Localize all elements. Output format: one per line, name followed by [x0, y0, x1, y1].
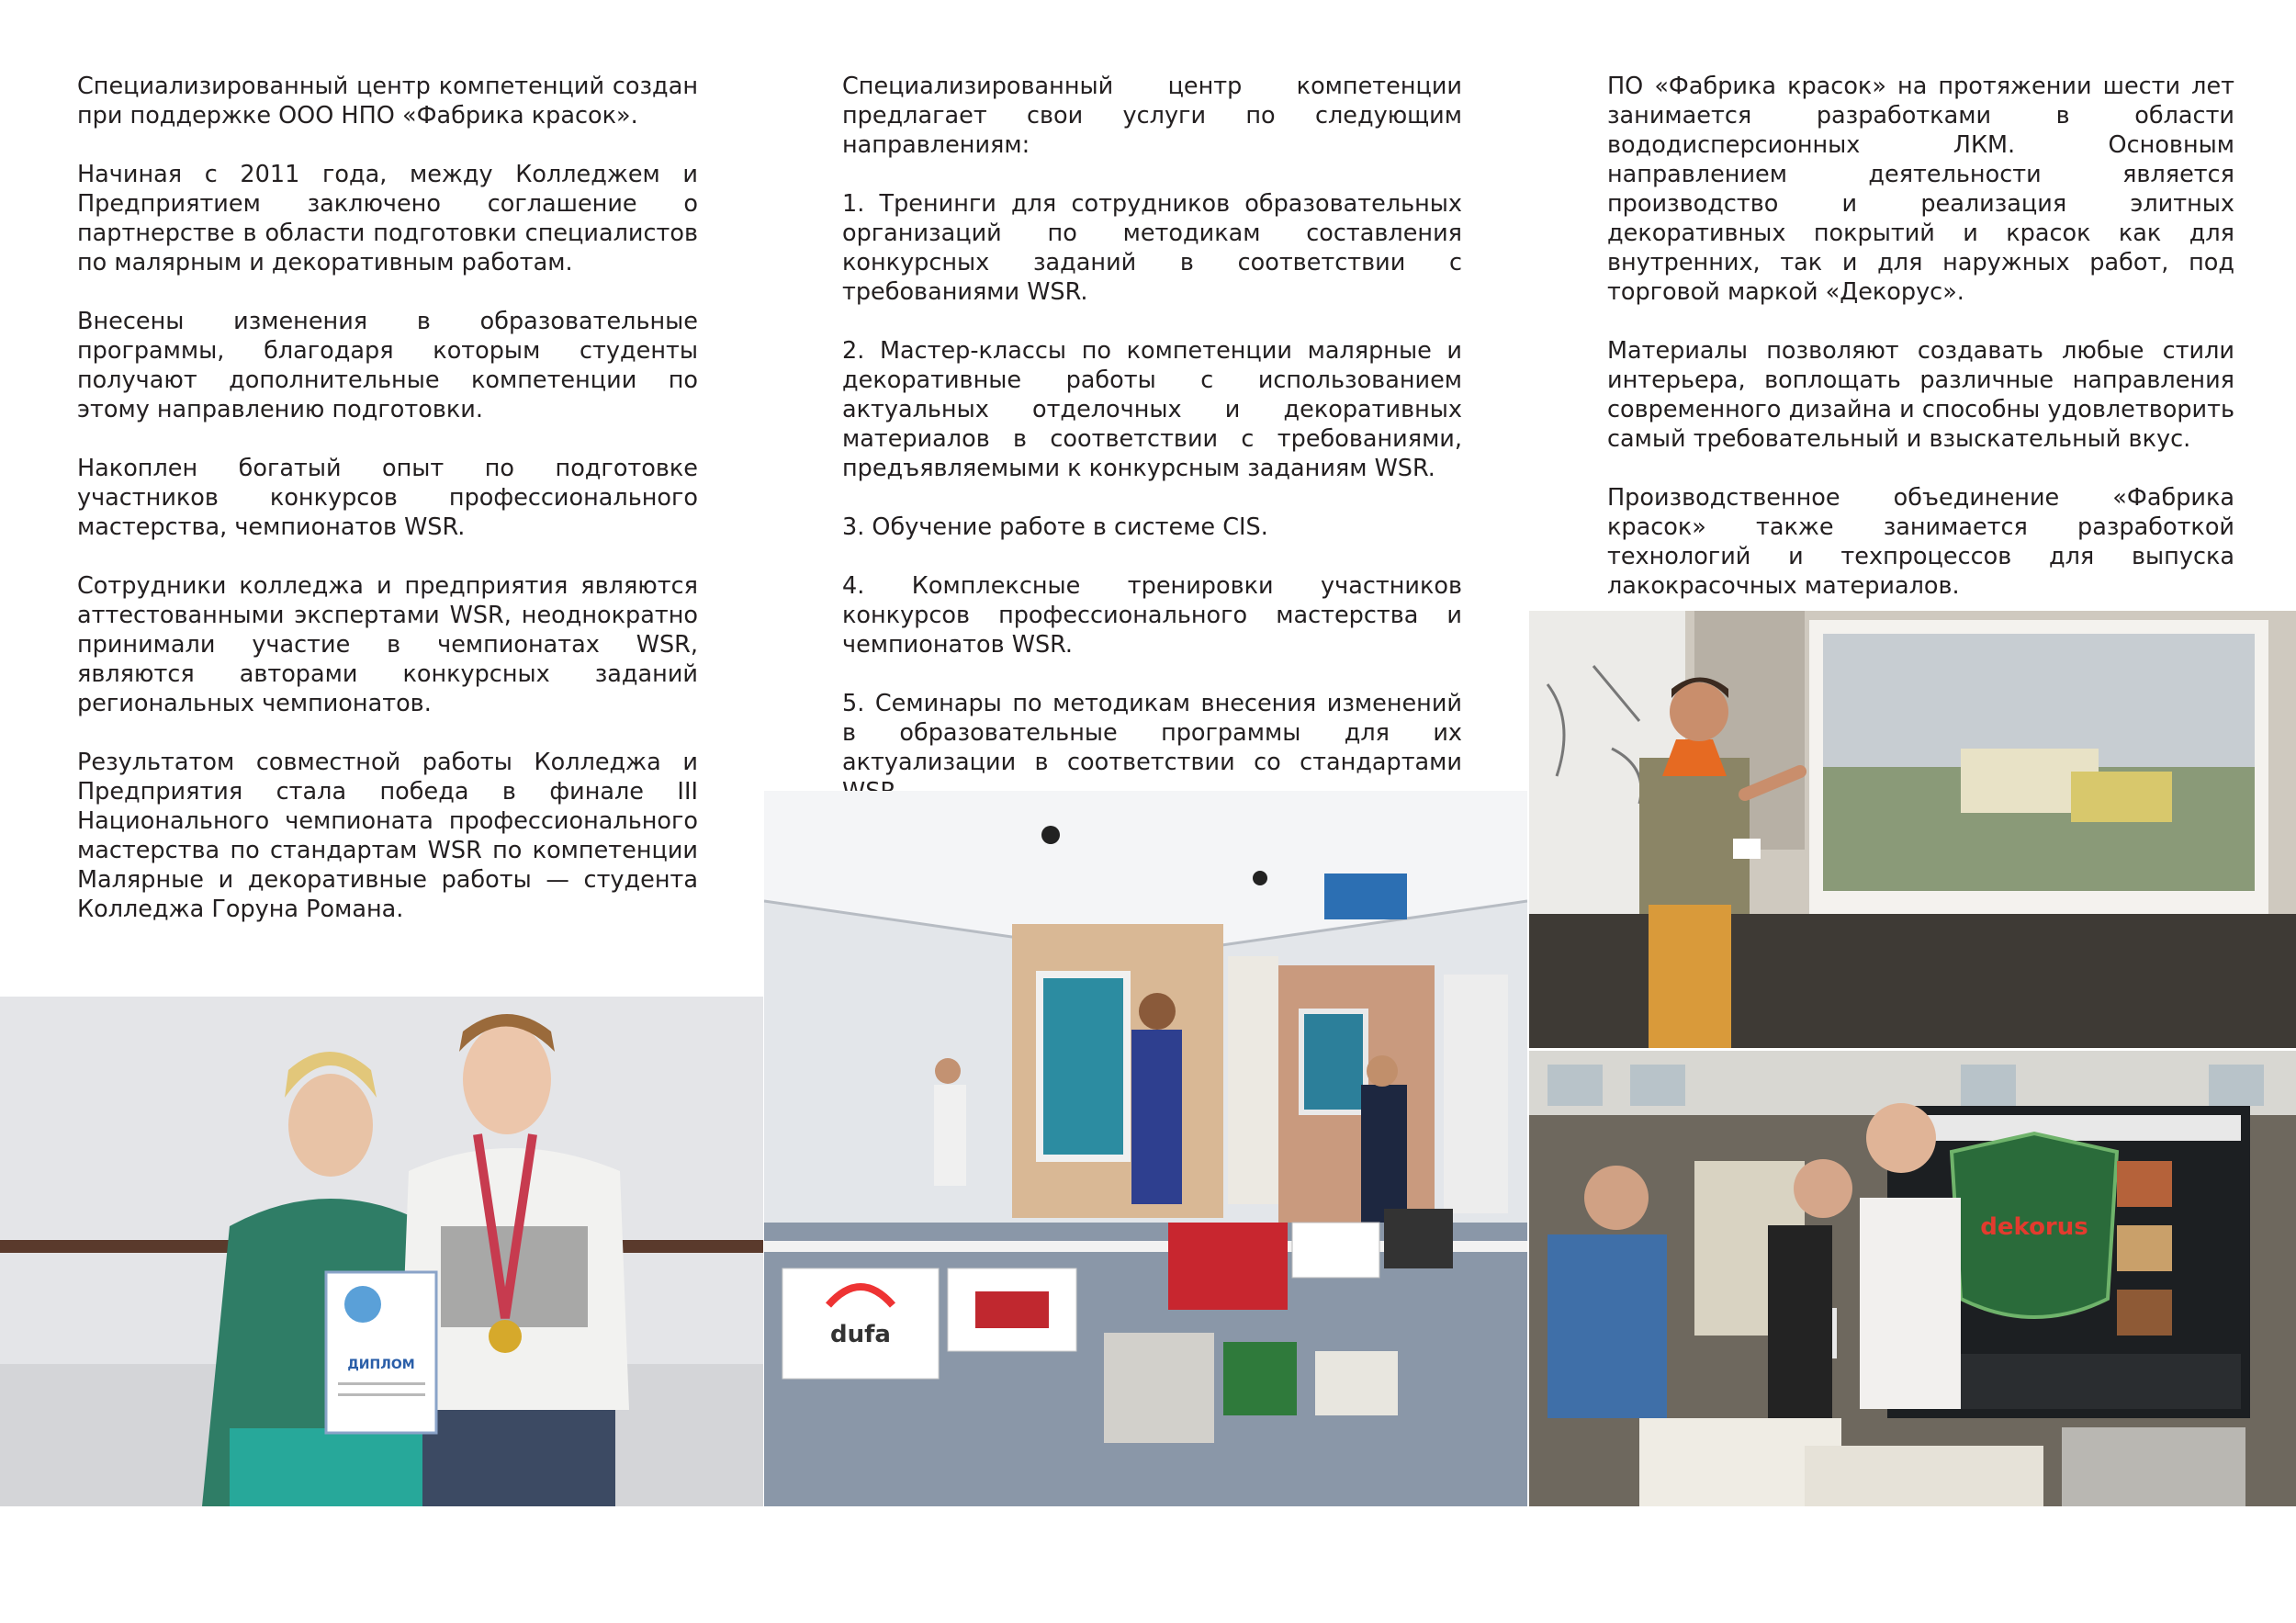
paragraph: Начиная с 2011 года, между Колледжем и Предприятием заключено соглашение о партнерстве в области подготовки специалистов по малярным и декоративным работам.: [77, 161, 698, 276]
paragraph: 5. Семинары по методикам внесения изменений в образовательные программы для их актуализации в соответствии со стандартами: [842, 690, 1462, 776]
dufa-logo-text: dufa: [830, 1321, 891, 1348]
paragraph: Специализированный центр компетенции предлагает свои услуги по следующим направлениям:: [842, 73, 1462, 159]
paragraph: Материалы позволяют создавать любые стили интерьера, воплощать различные направления современного дизайна и способны удовлетворить самый требовательный и взыскательный вкус.: [1607, 337, 2234, 453]
photo-diploma-winners: [0, 997, 763, 1506]
diploma-label: ДИПЛОМ: [347, 1358, 415, 1372]
paragraph: ПО «Фабрика красок» на протяжении шести лет занимается разработками в области вододисперсионных ЛКМ. Основным направлением деятельности является производство и реализация элитных декоративных покрытий и красок как для внутренних, так и для наружных работ, под торговой маркой «Декорус».: [1607, 73, 2234, 306]
photo-workshop: [1529, 1051, 2296, 1506]
paragraph: 1. Тренинги для сотрудников образовательных организаций по методикам составления конкурсных заданий в соответствии с требованиями WSR.: [842, 190, 1462, 306]
text-column-left: [77, 72, 698, 953]
paragraph: Накоплен богатый опыт по подготовке участников конкурсов профессионального мастерства, чемпионатов WSR.: [77, 455, 698, 541]
paragraph: 2. Мастер-классы по компетенции малярные и декоративные работы с использованием актуальных отделочных и декоративных материалов в соответствии с требованиями, предъявляемыми к конкурсным заданиям WSR.: [842, 337, 1462, 482]
photo-competition-hall: [764, 791, 1527, 1506]
paragraph: Внесены изменения в образовательные программы, благодаря которым студенты получают дополнительные компетенции по этому направлению подготовки.: [77, 308, 698, 423]
paragraph: Сотрудники колледжа и предприятия являются аттестованными экспертами WSR, неоднократно принимали участие в чемпионатах WSR, являются авторами конкурсных заданий региональных чемпионатов.: [77, 572, 698, 717]
paragraph: Специализированный центр компетенций создан при поддержке ООО НПО «Фабрика красок».: [77, 73, 698, 130]
dekorus-logo-text: dekorus: [1980, 1213, 2088, 1241]
paragraph: Результатом совместной работы Колледжа и Предприятия стала победа в финале III Национального чемпионата профессионального мастерства по стандартам WSR по компетенции Малярные и декоративные работы — студента Колледжа Горуна Романа.: [77, 749, 698, 923]
photo-lecture: [1529, 611, 2296, 1048]
paragraph: Производственное объединение «Фабрика красок» также занимается разработкой технологий и техпроцессов для выпуска лакокрасочных материалов.: [1607, 484, 2234, 600]
paragraph: 4. Комплексные тренировки участников конкурсов профессионального мастерства и чемпионатов WSR.: [842, 572, 1462, 659]
text-column-right: [1607, 72, 2234, 630]
paragraph: 3. Обучение работе в системе CIS.: [842, 513, 1268, 541]
text-column-middle: [842, 72, 1462, 836]
